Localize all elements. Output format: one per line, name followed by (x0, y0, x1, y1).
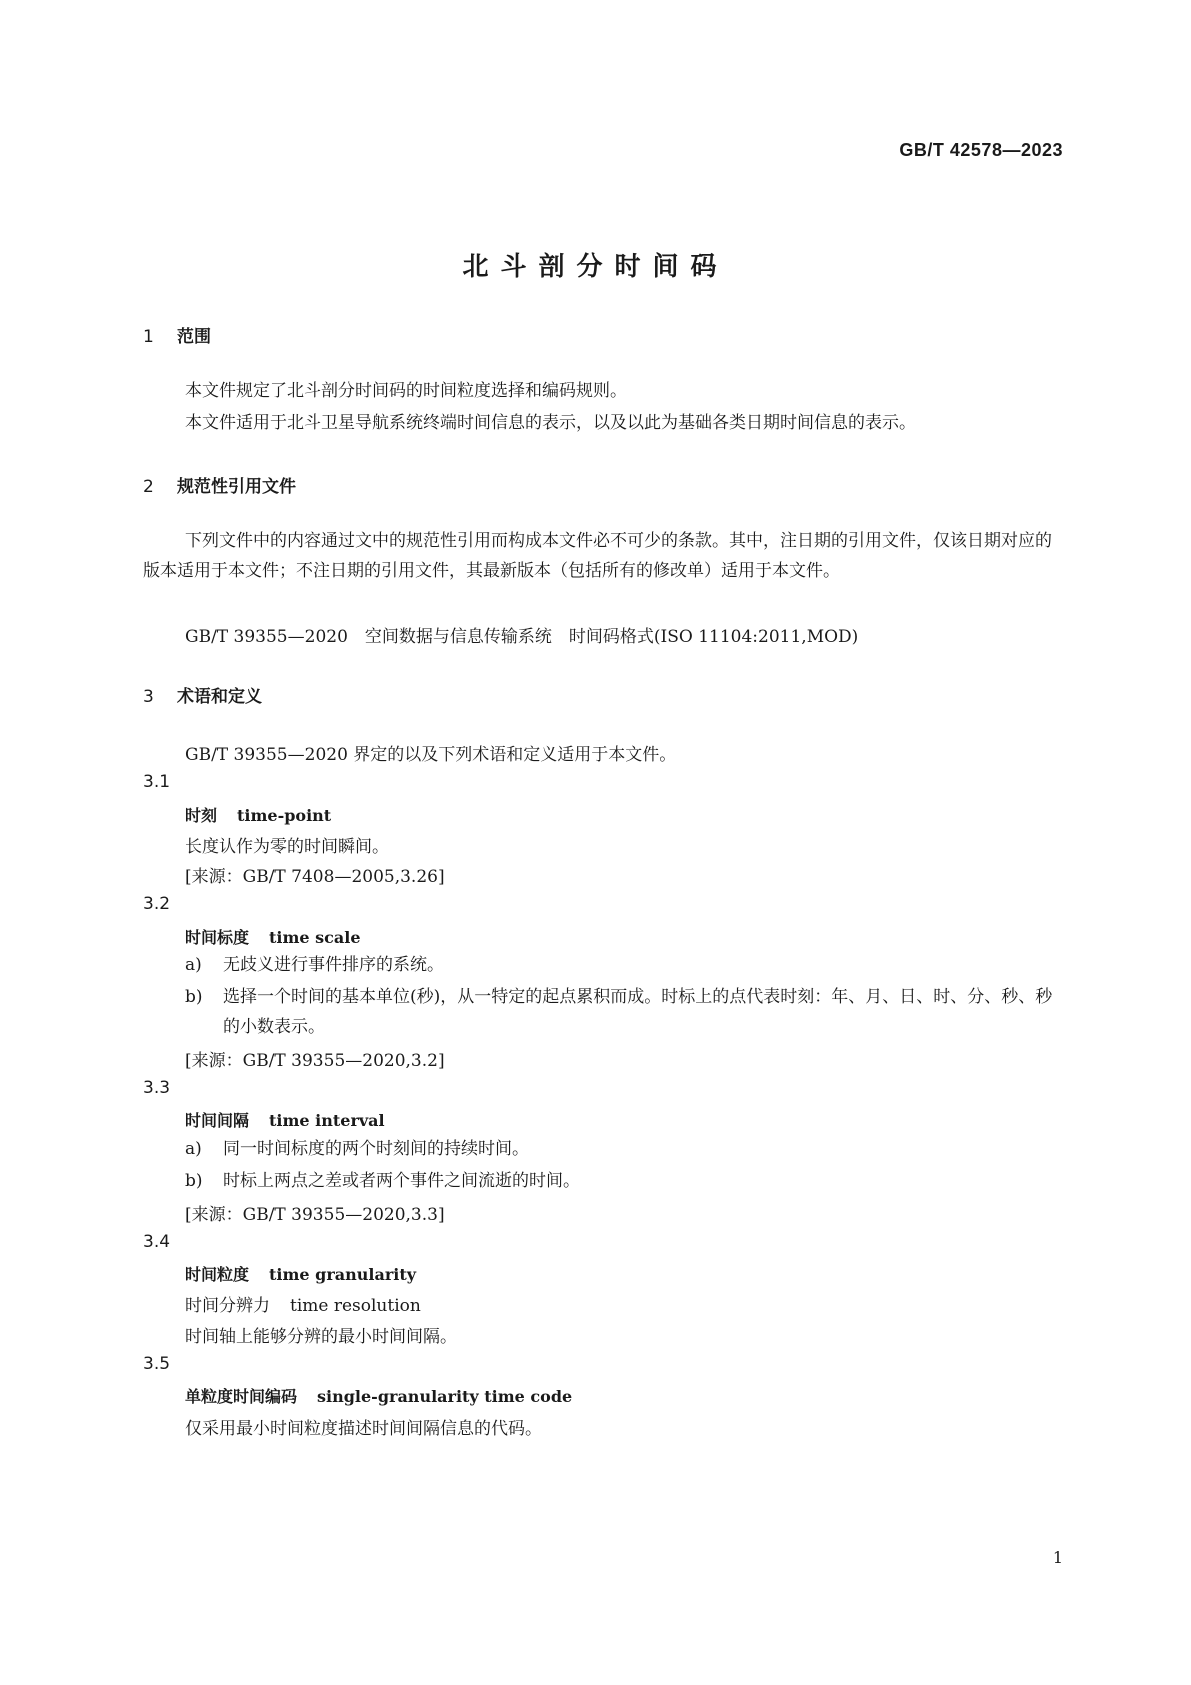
admitted-zh: 时间分辨力 (185, 1296, 270, 1316)
term-admitted (185, 1291, 421, 1316)
term-definition: 时间轴上能够分辨的最小时间间隔。 (185, 1327, 457, 1347)
admitted-en: time resolution (290, 1296, 421, 1316)
term-number: 3.3 (143, 1078, 171, 1098)
term-definition: 长度认作为零的时间瞬间。 (185, 837, 389, 857)
term-heading (185, 1108, 385, 1131)
item-label: a) (185, 955, 202, 975)
term-en: time interval (269, 1111, 385, 1130)
item-text: 同一时间标度的两个时刻间的持续时间。 (223, 1139, 529, 1159)
section-title: 规范性引用文件 (177, 477, 296, 497)
term-en: time-point (237, 806, 332, 825)
term-en: time granularity (269, 1265, 417, 1284)
normative-reference: GB/T 39355—2020 空间数据与信息传输系统 时间码格式(ISO 11104:2011,MOD) (185, 627, 859, 647)
item-label: a) (185, 1139, 202, 1159)
term-heading (185, 803, 331, 826)
term-number: 3.1 (143, 772, 171, 792)
term-number: 3.4 (143, 1232, 171, 1252)
term-zh: 时间粒度 (185, 1265, 250, 1284)
term-source: [来源：GB/T 39355—2020,3.2] (185, 1051, 445, 1071)
term-definition: 仅采用最小时间粒度描述时间间隔信息的代码。 (185, 1419, 542, 1439)
term-heading (185, 1262, 416, 1285)
term-heading (185, 1384, 572, 1407)
term-source: [来源：GB/T 7408—2005,3.26] (185, 867, 445, 887)
section-title: 术语和定义 (177, 687, 262, 707)
section-number: 1 (143, 327, 154, 347)
section-number: 3 (143, 687, 154, 707)
term-zh: 时间间隔 (185, 1111, 250, 1130)
item-label: b) (185, 1171, 203, 1191)
section-title: 范围 (177, 327, 211, 347)
item-text: 时标上两点之差或者两个事件之间流逝的时间。 (223, 1171, 580, 1191)
standard-code: GB/T 42578—2023 (899, 140, 1063, 160)
list-item (185, 950, 1065, 980)
item-text: 无歧义进行事件排序的系统。 (223, 955, 444, 975)
paragraph-normative: 下列文件中的内容通过文中的规范性引用而构成本文件必不可少的条款。其中，注日期的引用文件，仅该日期对应的版本适用于本文件；不注日期的引用文件，其最新版本（包括所有的修改单）适用于本文件。 (143, 531, 1052, 581)
item-label: b) (185, 987, 203, 1007)
paragraph-scope-1: 本文件规定了北斗剖分时间码的时间粒度选择和编码规则。 (185, 381, 627, 401)
terms-intro: GB/T 39355—2020 界定的以及下列术语和定义适用于本文件。 (185, 745, 677, 765)
list-item (185, 1166, 1065, 1196)
term-zh: 时间标度 (185, 928, 250, 947)
section-heading-scope (143, 322, 211, 347)
section-heading-terms (143, 682, 262, 707)
term-source: [来源：GB/T 39355—2020,3.3] (185, 1205, 445, 1225)
term-number: 3.5 (143, 1354, 171, 1374)
term-number: 3.2 (143, 894, 171, 914)
section-heading-normative (143, 472, 296, 497)
term-heading (185, 925, 361, 948)
section-number: 2 (143, 477, 154, 497)
term-en: time scale (269, 928, 361, 947)
item-text: 选择一个时间的基本单位(秒)，从一特定的起点累积而成。时标上的点代表时刻：年、月、日、时、分、秒、秒的小数表示。 (223, 987, 1053, 1037)
paragraph-scope-2: 本文件适用于北斗卫星导航系统终端时间信息的表示，以及以此为基础各类日期时间信息的表示。 (185, 413, 916, 433)
document-title: 北斗剖分时间码 (462, 252, 729, 282)
term-zh: 时刻 (185, 806, 218, 825)
term-en: single-granularity time code (317, 1387, 573, 1406)
list-item (185, 982, 1065, 1042)
list-item (185, 1134, 1065, 1164)
page-number: 1 (1052, 1548, 1063, 1567)
term-zh: 单粒度时间编码 (185, 1387, 298, 1406)
